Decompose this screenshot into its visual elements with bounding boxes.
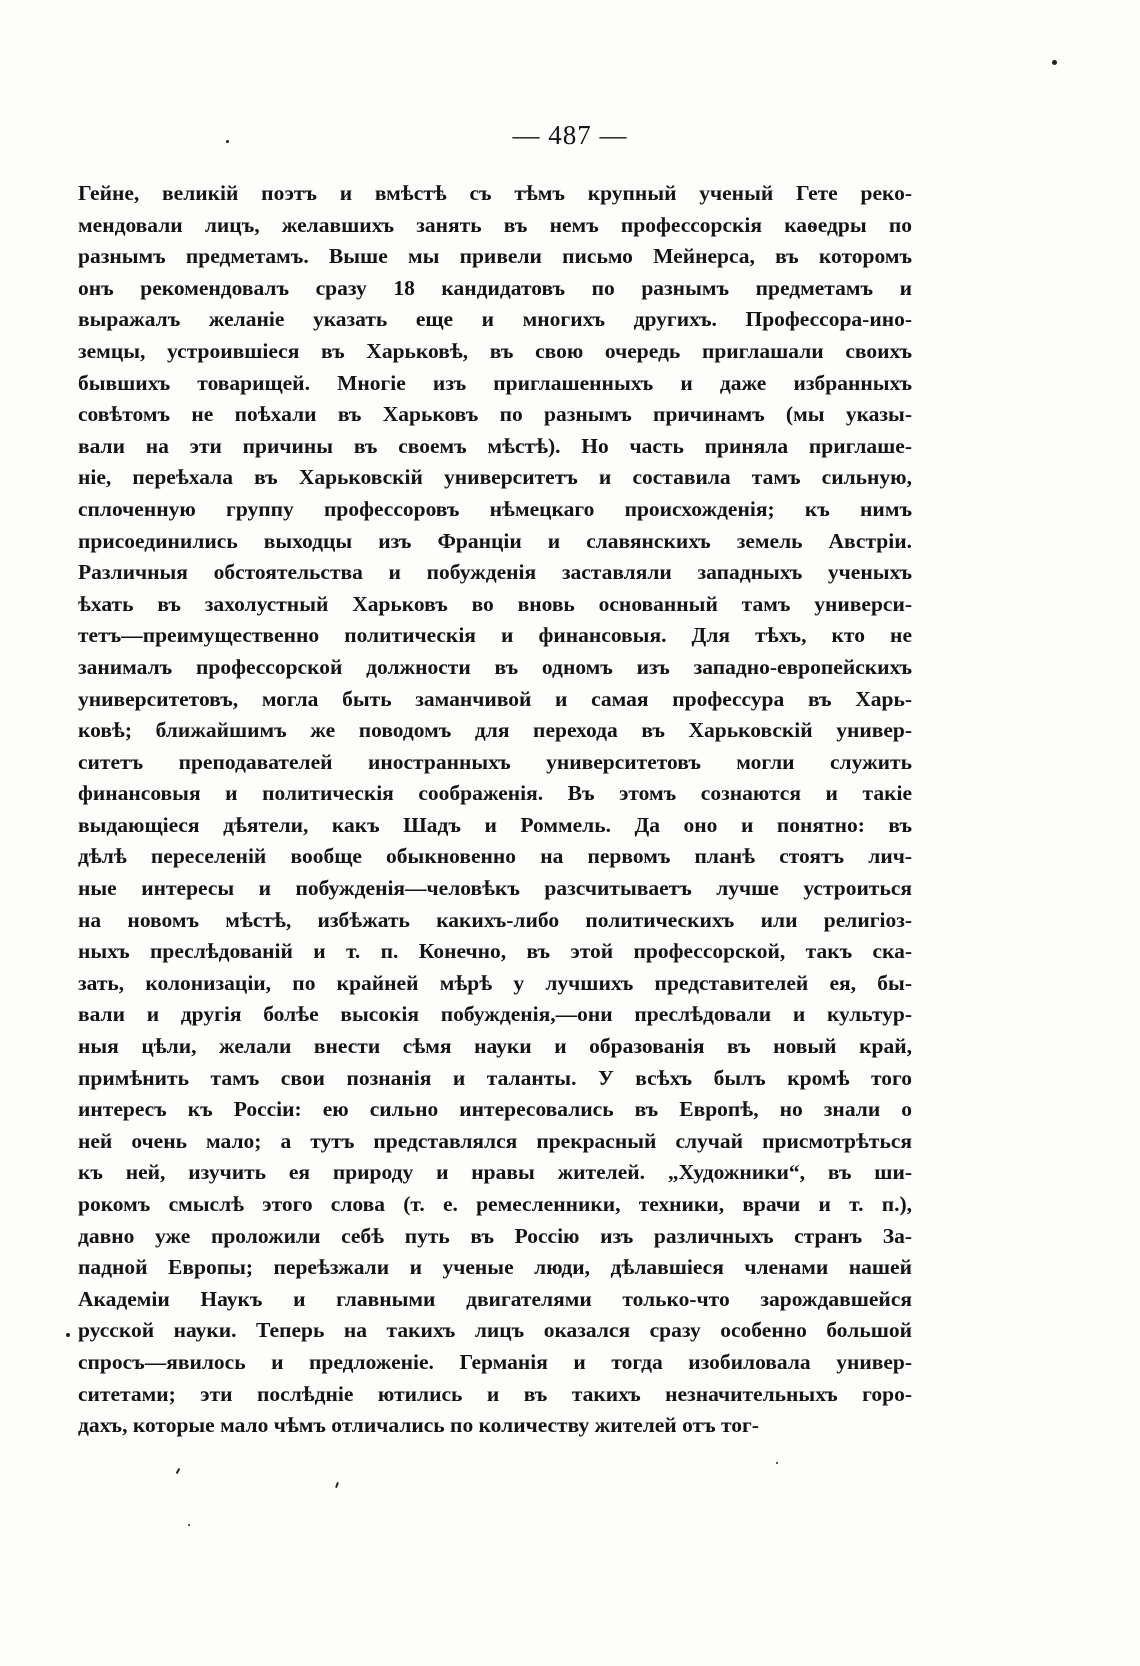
body-text (78, 178, 912, 1442)
text-line: выдающіеся дѣятели, какъ Шадъ и Роммель. Да оно и понятно: въ (78, 812, 912, 837)
text-line: вали и другія болѣе высокія побужденія,—они преслѣдовали и культур- (78, 1002, 912, 1027)
text-line: интересъ къ Россіи: ею сильно интересовались въ Европѣ, но знали о (78, 1097, 912, 1122)
text-line: давно уже проложили себѣ путь въ Россію изъ различныхъ странъ За- (78, 1223, 912, 1248)
text-line: Различныя обстоятельства и побужденія заставляли западныхъ ученыхъ (78, 560, 912, 585)
text-line: падной Европы; переѣзжали и ученые люди, дѣлавшіеся членами нашей (78, 1255, 912, 1280)
text-line: рокомъ смыслѣ этого слова (т. е. ремесленники, техники, врачи и т. п.), (78, 1192, 912, 1216)
text-line: тетъ—преимущественно политическія и финансовыя. Для тѣхъ, кто не (78, 623, 912, 648)
text-line: Гейне, великій поэтъ и вмѣстѣ съ тѣмъ крупный ученый Гете реко- (78, 181, 912, 205)
text-line: спросъ—явилось и предложеніе. Германія и тогда изобиловала универ- (78, 1349, 912, 1374)
scan-speck (335, 1482, 339, 1488)
text-line: занималъ профессорской должности въ одномъ изъ западно-европейскихъ (78, 654, 912, 679)
text-line: онъ рекомендовалъ сразу 18 кандидатовъ по разнымъ предметамъ и (78, 275, 912, 300)
scan-speck (66, 1333, 70, 1337)
text-line: бывшихъ товарищей. Многіе изъ приглашенныхъ и даже избранныхъ (78, 370, 912, 395)
text-line: къ ней, изучить ея природу и нравы жителей. „Художники“, въ ши- (78, 1160, 912, 1185)
text-line: выражалъ желаніе указать еще и многихъ другихъ. Профессора-ино- (78, 307, 912, 332)
text-line: зать, колонизаціи, по крайней мѣрѣ у лучшихъ представителей ея, бы- (78, 970, 912, 995)
text-line: ковѣ; ближайшимъ же поводомъ для перехода въ Харьковскій универ- (78, 718, 912, 743)
text-line: ные интересы и побужденія—человѣкъ разсчитываетъ лучше устроиться (78, 876, 912, 901)
text-line: ѣхать въ захолустный Харьковъ во вновь основанный тамъ универси- (78, 591, 912, 616)
text-line: мендовали лицъ, желавшихъ занять въ немъ профессорскія каѳедры по (78, 212, 912, 237)
text-line: университетовъ, могла быть заманчивой и самая профессура въ Харь- (78, 686, 912, 711)
text-line: Академіи Наукъ и главными двигателями только-что зарождавшейся (78, 1286, 912, 1311)
text-line: русской науки. Теперь на такихъ лицъ оказался сразу особенно большой (78, 1318, 912, 1343)
text-line: сплоченную группу профессоровъ нѣмецкаго происхожденія; къ нимъ (78, 496, 912, 521)
text-line: земцы, устроившіеся въ Харьковѣ, въ свою очередь приглашали своихъ (78, 338, 912, 363)
scan-speck (1052, 60, 1057, 65)
text-line: ситетами; эти послѣдніе ютились и въ такихъ незначительныхъ горо- (78, 1381, 912, 1406)
text-line: ней очень мало; а тутъ представлялся прекрасный случай присмотрѣться (78, 1128, 912, 1153)
text-line: совѣтомъ не поѣхали въ Харьковъ по разнымъ причинамъ (мы указы- (78, 402, 912, 427)
text-line: ніе, переѣхала въ Харьковскій университетъ и составила тамъ сильную, (78, 465, 912, 490)
text-line: дахъ, которые мало чѣмъ отличались по количеству жителей отъ тог- (78, 1413, 759, 1438)
text-line: примѣнить тамъ свои познанія и таланты. У всѣхъ былъ кромѣ того (78, 1065, 912, 1090)
scan-speck (176, 1468, 181, 1474)
text-line: вали на эти причины въ своемъ мѣстѣ). Но часть приняла приглаше- (78, 433, 912, 458)
text-line: на новомъ мѣстѣ, избѣжать какихъ-либо политическихъ или религіоз- (78, 907, 912, 932)
scan-speck (188, 1524, 190, 1526)
scan-speck (226, 140, 229, 143)
text-line: разнымъ предметамъ. Выше мы привели письмо Мейнерса, въ которомъ (78, 244, 912, 269)
text-line: дѣлѣ переселеній вообще обыкновенно на первомъ планѣ стоятъ лич- (78, 844, 912, 869)
text-line: ситетъ преподавателей иностранныхъ университетовъ могли служить (78, 749, 912, 774)
text-line: ныхъ преслѣдованій и т. п. Конечно, въ этой профессорской, такъ ска- (78, 939, 912, 964)
text-line: финансовыя и политическія соображенія. Въ этомъ сознаются и такіе (78, 781, 912, 806)
scan-speck (776, 1462, 778, 1464)
text-line: ныя цѣли, желали внести сѣмя науки и образованія въ новый край, (78, 1034, 912, 1059)
page-number: — 487 — (512, 120, 628, 150)
text-line: присоединились выходцы изъ Франціи и славянскихъ земель Австріи. (78, 528, 912, 553)
